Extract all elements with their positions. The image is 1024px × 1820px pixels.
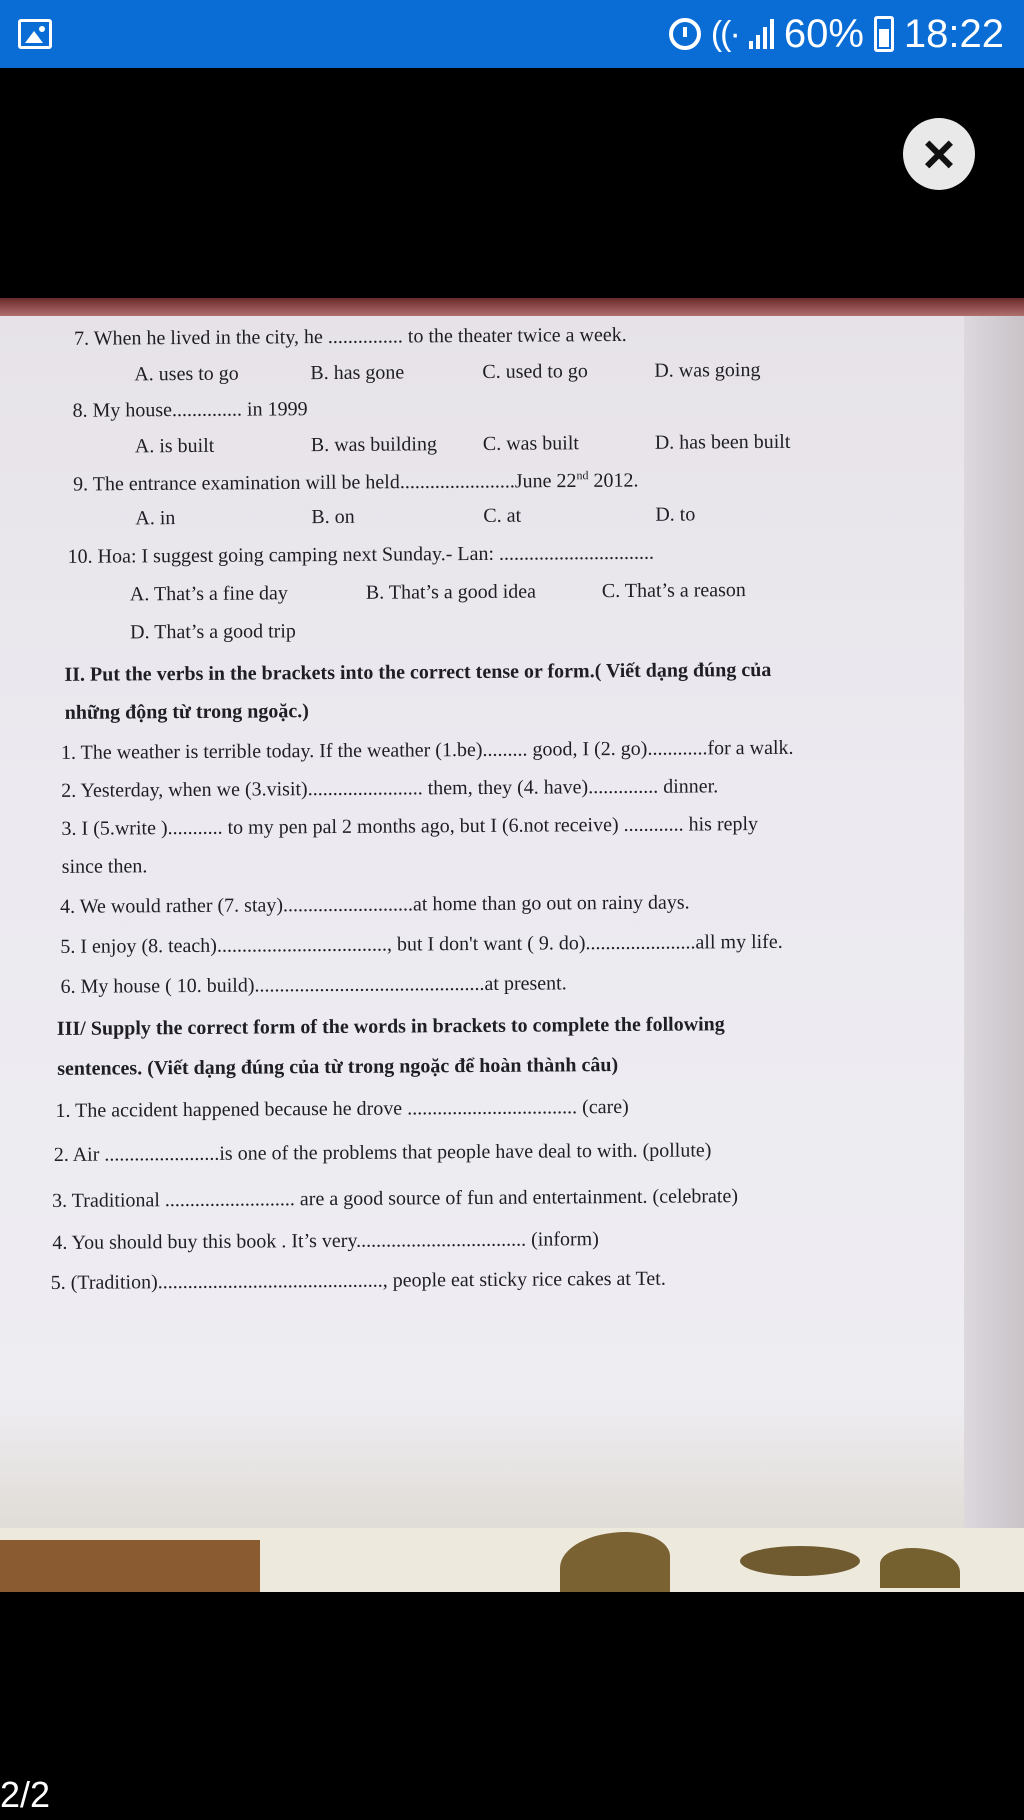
paper-top-edge	[0, 298, 1024, 316]
status-bar	[0, 0, 1024, 68]
section-3-item: 4. You should buy this book . It’s very.................................. (inform)	[52, 1228, 599, 1254]
paper-right-edge	[964, 316, 1024, 1556]
battery-icon	[874, 16, 894, 52]
section-3-item: 3. Traditional .......................... are a good source of fun and entertainment. (celebrate)	[52, 1185, 739, 1212]
section-2-item: 3. I (5.write )........... to my pen pal 2 months ago, but I (6.not receive) ............ his reply	[61, 813, 759, 840]
section-2-item: 4. We would rather (7. stay)..........................at home than go out on rainy days.	[59, 891, 690, 918]
close-icon: ×	[922, 122, 956, 185]
section-2-item: 2. Yesterday, when we (3.visit)....................... them, they (4. have).............. dinner.	[61, 775, 719, 802]
section-2-item: 5. I enjoy (8. teach).................................., but I don't want ( 9. do)......................all my life.	[60, 930, 783, 958]
q7-option-b: B. has gone	[310, 361, 405, 385]
q8-option-a: A. is built	[134, 434, 215, 458]
q8-option-c: C. was built	[482, 432, 580, 455]
close-button[interactable]	[903, 118, 975, 190]
section-2-item: 1. The weather is terrible today. If the weather (1.be)......... good, I (2. go)............for a walk.	[60, 736, 794, 764]
question-9	[73, 468, 639, 497]
q10-option-a: A. That’s a fine day	[129, 582, 288, 606]
leaf-shadow	[560, 1532, 670, 1592]
q7-option-c: C. used to go	[482, 360, 588, 383]
q8-option-d: D. has been built	[654, 430, 791, 454]
worksheet	[44, 322, 974, 1294]
q9-option-c: C. at	[483, 504, 522, 527]
alarm-icon	[669, 18, 701, 50]
q9-option-b: B. on	[311, 505, 355, 529]
clock: 18:22	[903, 11, 1004, 56]
section-2-heading: II. Put the verbs in the brackets into the correct tense or form.( Viết dạng đúng của	[64, 658, 772, 686]
q10-option-d: D. That’s a good trip	[130, 620, 296, 644]
question-10: 10. Hoa: I suggest going camping next Sunday.- Lan: ...............................	[67, 541, 655, 568]
q7-option-d: D. was going	[654, 358, 761, 382]
section-3-item: 2. Air .......................is one of the problems that people have deal to with. (pollute)	[53, 1139, 712, 1166]
q10-option-c: C. That’s a reason	[601, 579, 746, 603]
q9-option-a: A. in	[135, 507, 176, 530]
section-3-heading-cont: sentences. (Viết dạng đúng của từ trong ngoặc để hoàn thành câu)	[57, 1054, 619, 1080]
q7-option-a: A. uses to go	[134, 362, 239, 386]
wood-plank	[0, 1540, 260, 1592]
leaf-shadow	[880, 1548, 960, 1588]
question-8: 8. My house.............. in 1999	[72, 398, 308, 422]
question-9-text: 9. The entrance examination will be held.......................June 22	[73, 469, 577, 496]
section-3-item: 1. The accident happened because he drove .................................. (care)	[55, 1095, 629, 1122]
leaf-shadow	[740, 1546, 860, 1576]
q10-option-b: B. That’s a good idea	[365, 580, 537, 604]
signal-icon	[749, 19, 774, 49]
question-7: 7. When he lived in the city, he ............... to the theater twice a week.	[73, 323, 627, 350]
section-2-item: since then.	[61, 855, 148, 878]
section-3-item: 5. (Tradition)............................................., people eat sticky rice cakes at Tet.	[50, 1267, 666, 1294]
q9-option-d: D. to	[655, 503, 696, 526]
section-3-heading: III/ Supply the correct form of the words in brackets to complete the following	[56, 1013, 725, 1040]
status-icons	[669, 10, 1004, 58]
question-9-year: 2012.	[588, 469, 639, 492]
battery-percent: 60%	[783, 11, 864, 56]
worksheet-photo	[0, 298, 1024, 1592]
section-2-heading-cont: những động từ trong ngoặc.)	[64, 700, 310, 724]
q8-option-b: B. was building	[310, 433, 438, 457]
wifi-icon: ((·	[710, 14, 739, 53]
section-2-item: 6. My house ( 10. build)..............................................at present.	[60, 972, 567, 998]
question-9-superscript: nd	[576, 468, 589, 483]
page-indicator: 2/2	[0, 1774, 51, 1815]
table-surface	[0, 1528, 1024, 1592]
gallery-icon	[18, 19, 52, 49]
